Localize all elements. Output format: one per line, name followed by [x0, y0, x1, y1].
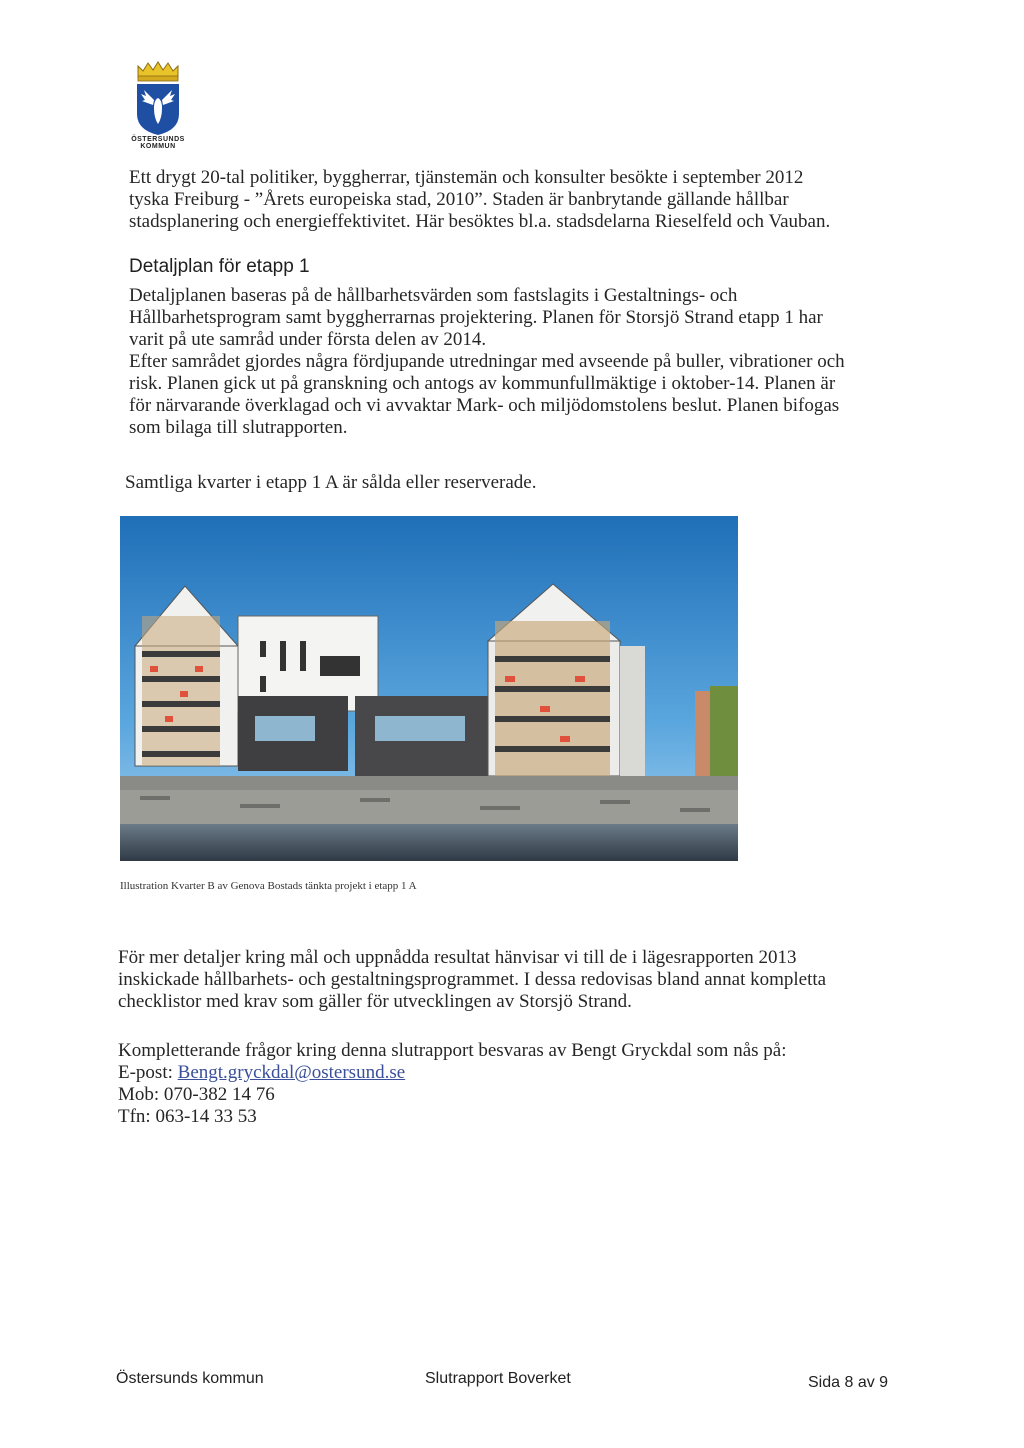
text-line: Ett drygt 20-tal politiker, byggherrar, tjänstemän och konsulter besökte i september 2012 — [129, 167, 804, 188]
text-line: tyska Freiburg - ”Årets europeiska stad, 2010”. Staden är banbrytande gällande hållbar — [129, 189, 789, 210]
text-line: varit på ute samråd under första delen av 2014. — [129, 329, 487, 350]
contact-block — [118, 1040, 787, 1128]
email-link[interactable]: Bengt.gryckdal@ostersund.se — [177, 1062, 406, 1083]
architectural-illustration — [120, 516, 738, 861]
mobile-number: Mob: 070-382 14 76 — [118, 1084, 275, 1105]
footer-document-title: Slutrapport Boverket — [425, 1370, 571, 1387]
text-line: som bilaga till slutrapporten. — [129, 417, 348, 438]
municipality-logo — [128, 60, 188, 150]
coat-of-arms-icon — [132, 60, 184, 136]
section-heading: Detaljplan för etapp 1 — [129, 256, 310, 277]
phone-number: Tfn: 063-14 33 53 — [118, 1106, 257, 1127]
text-line: För mer detaljer kring mål och uppnådda resultat hänvisar vi till de i lägesrapporten 2013 — [118, 947, 797, 968]
image-caption: Illustration Kvarter B av Genova Bostads tänkta projekt i etapp 1 A — [120, 880, 417, 892]
intro-paragraph — [129, 167, 830, 233]
text-line: checklistor med krav som gäller för utvecklingen av Storsjö Strand. — [118, 991, 632, 1012]
text-line: Detaljplanen baseras på de hållbarhetsvärden som fastslagits i Gestaltnings- och — [129, 285, 738, 306]
text-line: för närvarande överklagad och vi avvaktar Mark- och miljödomstolens beslut. Planen bifogas — [129, 395, 840, 416]
text-line: Hållbarhetsprogram samt byggherrarnas projektering. Planen för Storsjö Strand etapp 1 har — [129, 307, 823, 328]
logo-name-line1: ÖSTERSUNDS — [131, 136, 185, 143]
section-paragraph — [129, 285, 845, 439]
details-paragraph — [118, 947, 826, 1013]
logo-name-line2: KOMMUN — [140, 143, 176, 150]
text-line: Efter samrådet gjordes några fördjupande utredningar med avseende på buller, vibrationer och — [129, 351, 845, 372]
footer-organization: Östersunds kommun — [116, 1370, 264, 1387]
kvarter-statement: Samtliga kvarter i etapp 1 A är sålda eller reserverade. — [125, 472, 537, 493]
email-label: E-post: — [118, 1062, 178, 1083]
contact-intro: Kompletterande frågor kring denna slutrapport besvaras av Bengt Gryckdal som nås på: — [118, 1040, 787, 1061]
footer-page-number: Sida 8 av 9 — [808, 1374, 889, 1391]
text-line: stadsplanering och energieffektivitet. Här besöktes bl.a. stadsdelarna Rieselfeld och Vauban. — [129, 211, 831, 232]
email-line — [118, 1062, 787, 1084]
text-line: inskickade hållbarhets- och gestaltningsprogrammet. I dessa redovisas bland annat kompletta — [118, 969, 827, 990]
text-line: risk. Planen gick ut på granskning och antogs av kommunfullmäktige i oktober-14. Planen är — [129, 373, 836, 394]
